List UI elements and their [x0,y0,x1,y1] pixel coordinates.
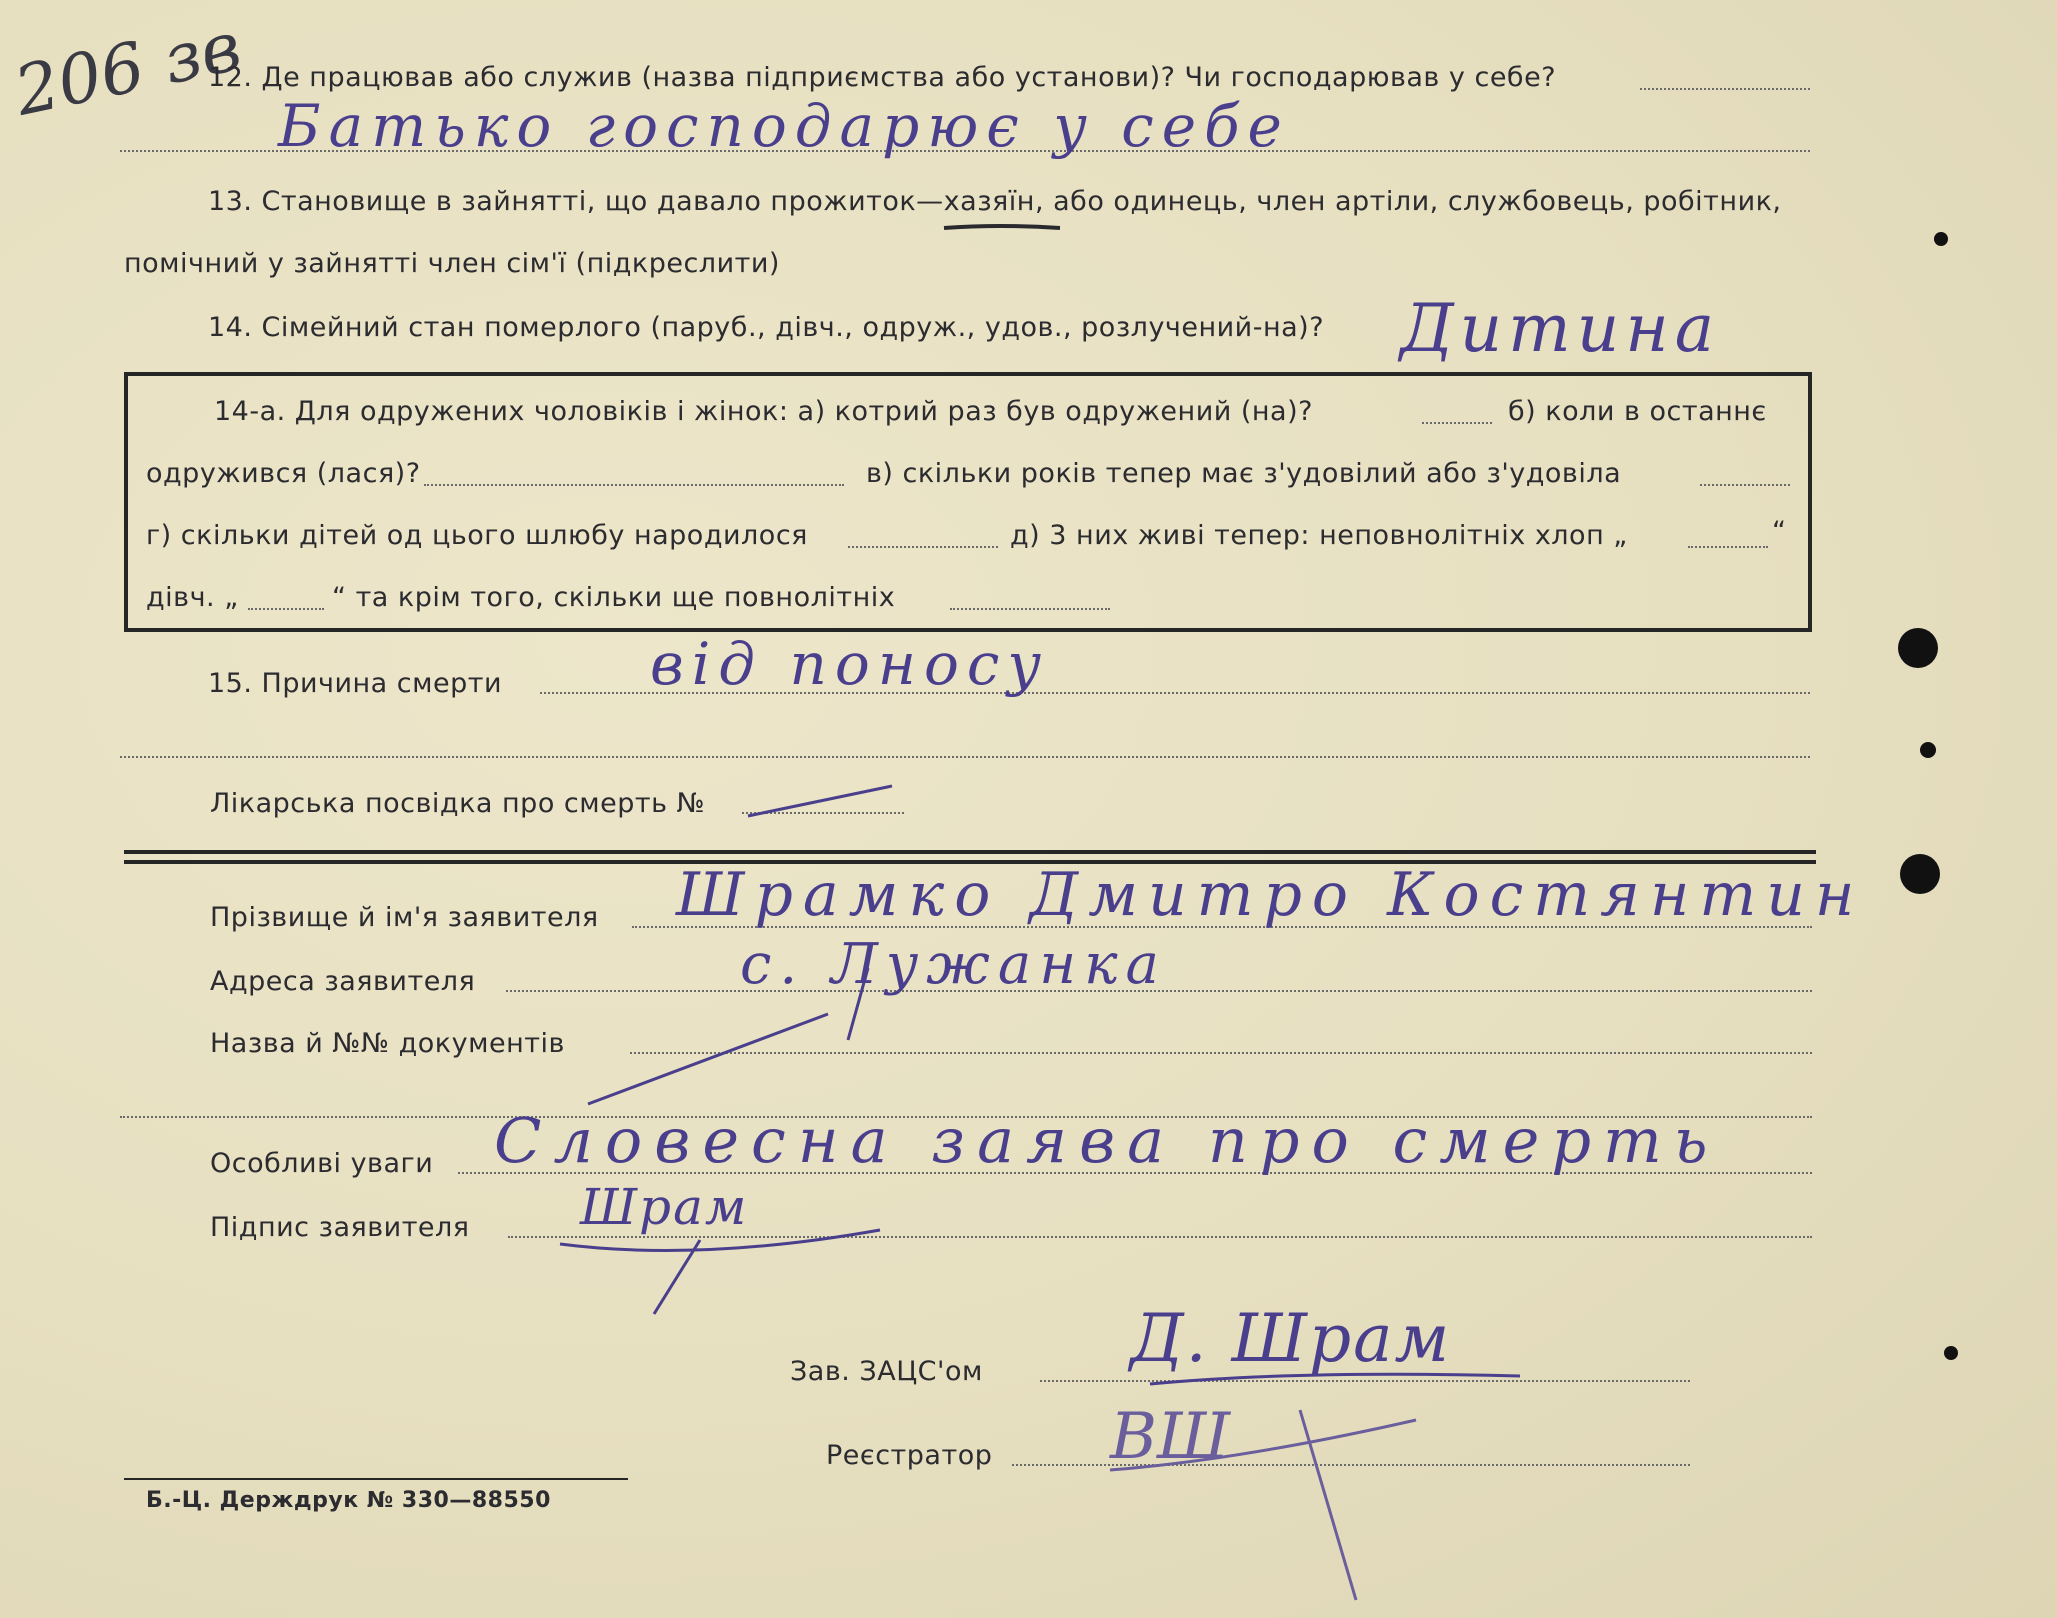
remarks-value: Словесна заява про смерть [494,1104,1720,1177]
q14a-line1b: б) коли в останнє [1508,396,1767,427]
applicant-name-label: Прізвище й ім'я заявителя [210,902,599,933]
applicant-name-value: Шрамко Дмитро Костянтин [676,860,1865,930]
q14a-line4b: “ та крім того, скільки ще повнолітніх [332,582,896,613]
head-signature-flourish [1150,1374,1520,1384]
question-13-suffix: або одинець, член артіли, службовець, робітник, [1044,186,1782,217]
q14a-line1a: 14-а. Для одружених чоловіків і жінок: а) котрий раз був одружений (на)? [214,396,1313,427]
question-14-label: 14. Сімейний стан померлого (паруб., дівч., одруж., удов., розлучений-на)? [208,312,1325,343]
selected-option-underline [944,226,1060,228]
q14a-line3b: д) 3 них живі тепер: неповнолітніх хлоп „ [1010,520,1628,551]
documents-dash-2 [848,968,868,1040]
printer-imprint: Б.-Ц. Держдрук № 330—88550 [146,1488,551,1513]
question-15-answer: від поносу [650,630,1050,698]
question-13-prefix: 13. Становище в зайнятті, що давало прожиток— [208,186,944,217]
q14a-line2a: одружився (лася)? [146,458,421,489]
applicant-address-label: Адреса заявителя [210,966,476,997]
q14a-line3c: “ [1772,516,1787,547]
q14a-line3a: г) скільки дітей од цього шлюбу народилося [146,520,808,551]
medical-certificate-label: Лікарська посвідка про смерть № [210,788,706,819]
q14a-line2b: в) скільки років тепер має з'удовілий або з'удовіла [866,458,1622,489]
q14a-line4a: дівч. „ [146,582,239,613]
question-12-label: 12. Де працював або служив (назва підприємства або установи)? Чи господарював у себе? [208,62,1557,93]
applicant-address-value: с. Лужанка [740,932,1167,997]
question-12-answer: Батько господарює у себе [278,92,1290,160]
question-13-line2: помічний у зайнятті член сім'ї (підкреслити) [124,248,780,279]
applicant-signature-label: Підпис заявителя [210,1212,470,1243]
head-label: Зав. ЗАЦС'ом [790,1356,983,1387]
documents-dash-1 [588,1014,828,1104]
documents-label: Назва й №№ документів [210,1028,565,1059]
medical-number-dash [748,786,892,816]
question-15-label: 15. Причина смерти [208,668,503,699]
head-signature: Д. Шрам [1130,1300,1452,1377]
question-14-answer: Дитина [1400,290,1721,367]
remarks-label: Особливі уваги [210,1148,434,1179]
registrar-signature-flourish [1110,1420,1416,1470]
registrar-signature: ВШ [1110,1400,1231,1474]
question-13-selected-option: хазяїн, [943,186,1045,217]
applicant-signature: Шрам [580,1178,749,1236]
registrar-label: Реєстратор [826,1440,993,1471]
margin-note: 206 зв [8,7,248,132]
signature-flourish [560,1230,880,1250]
